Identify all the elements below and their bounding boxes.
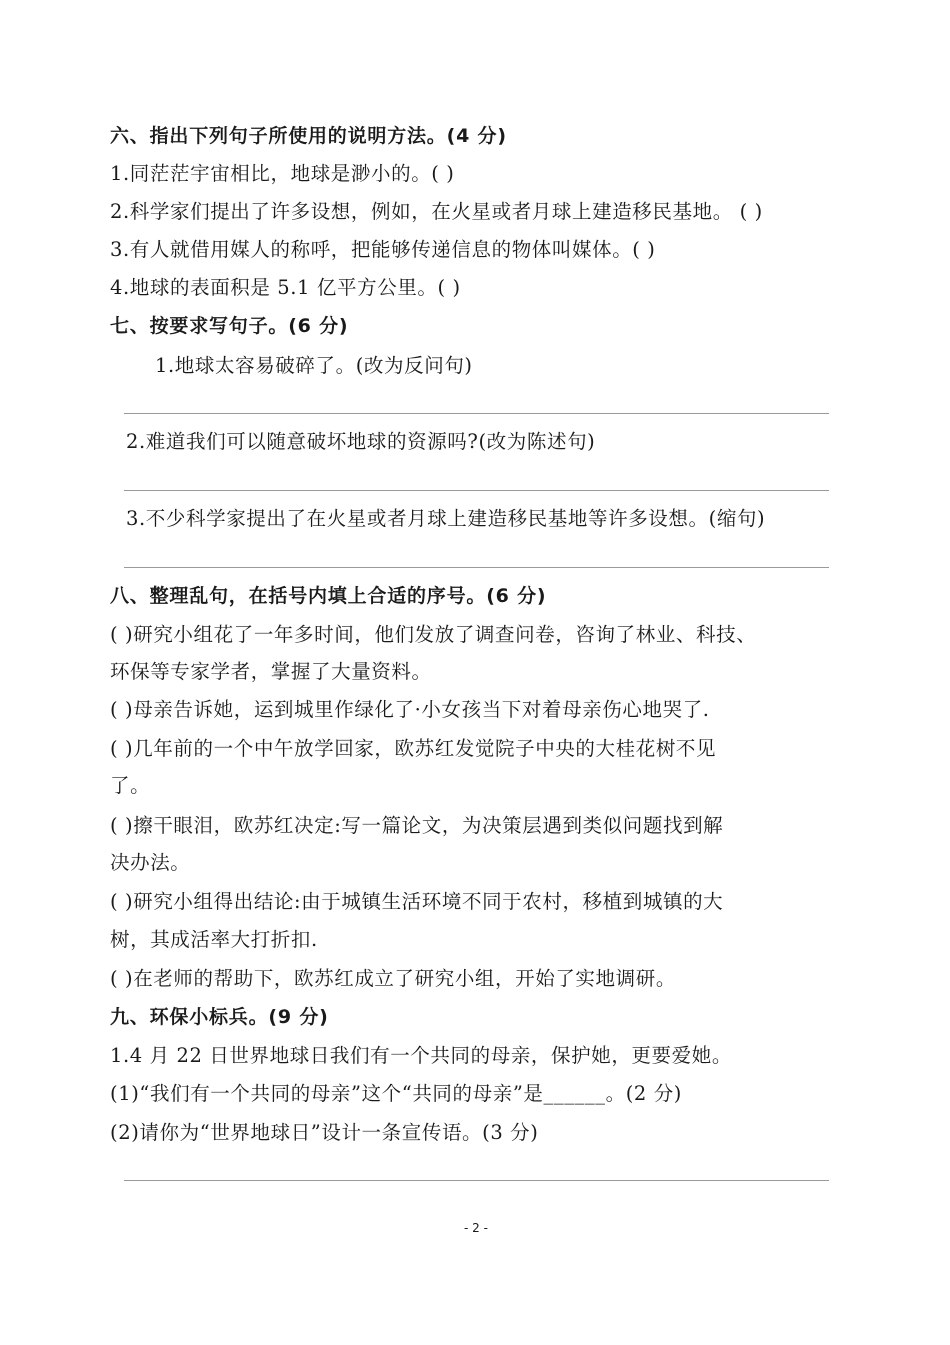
sentence-8-5-cont: 树，其成活率大打折扣. xyxy=(110,928,318,951)
question-9-1: 1.4 月 22 日世界地球日我们有一个共同的母亲，保护她，更要爱她。 xyxy=(110,1044,732,1067)
sentence-8-4: ( )擦干眼泪，欧苏红决定:写一篇论文，为决策层遇到类似问题找到解 xyxy=(110,814,724,837)
sentence-8-1-cont: 环保等专家学者，掌握了大量资料。 xyxy=(110,660,432,683)
question-9-1-1: (1)“我们有一个共同的母亲”这个“共同的母亲”是______。(2 分) xyxy=(110,1082,683,1105)
answer-line-7-1[interactable] xyxy=(124,413,829,414)
answer-line-7-3[interactable] xyxy=(124,567,829,568)
question-6-3: 3.有人就借用媒人的称呼，把能够传递信息的物体叫媒体。( ) xyxy=(110,238,656,261)
question-7-1: 1.地球太容易破碎了。(改为反问句) xyxy=(155,354,473,377)
sentence-8-1: ( )研究小组花了一年多时间，他们发放了调查问卷，咨询了林业、科技、 xyxy=(110,623,757,646)
sentence-8-3-cont: 了。 xyxy=(110,774,151,797)
section-8-title: 八、整理乱句，在括号内填上合适的序号。(6 分) xyxy=(110,585,547,607)
sentence-8-5: ( )研究小组得出结论:由于城镇生活环境不同于农村，移植到城镇的大 xyxy=(110,890,724,913)
sentence-8-4-cont: 决办法。 xyxy=(110,851,191,874)
section-9-title: 九、环保小标兵。(9 分) xyxy=(110,1006,329,1028)
question-6-1: 1.同茫茫宇宙相比，地球是渺小的。( ) xyxy=(110,162,455,185)
sentence-8-2: ( )母亲告诉她，运到城里作绿化了·小女孩当下对着母亲伤心地哭了. xyxy=(110,698,710,721)
question-7-2: 2.难道我们可以随意破坏地球的资源吗?(改为陈述句) xyxy=(126,430,596,453)
section-7-title: 七、按要求写句子。(6 分) xyxy=(110,315,349,337)
answer-line-7-2[interactable] xyxy=(124,490,829,491)
section-6-title: 六、指出下列句子所使用的说明方法。(4 分) xyxy=(110,125,507,147)
sentence-8-3: ( )几年前的一个中午放学回家，欧苏红发觉院子中央的大桂花树不见 xyxy=(110,737,717,760)
sentence-8-6: ( )在老师的帮助下，欧苏红成立了研究小组，开始了实地调研。 xyxy=(110,967,676,990)
answer-line-9-1-2[interactable] xyxy=(124,1180,829,1181)
question-7-3: 3.不少科学家提出了在火星或者月球上建造移民基地等许多设想。(缩句) xyxy=(126,507,766,530)
question-6-4: 4.地球的表面积是 5.1 亿平方公里。( ) xyxy=(110,276,461,299)
question-9-1-2: (2)请你为“世界地球日”设计一条宣传语。(3 分) xyxy=(110,1121,539,1144)
page-number: - 2 - xyxy=(464,1221,488,1235)
question-6-2: 2.科学家们提出了许多设想，例如，在火星或者月球上建造移民基地。 ( ) xyxy=(110,200,763,223)
